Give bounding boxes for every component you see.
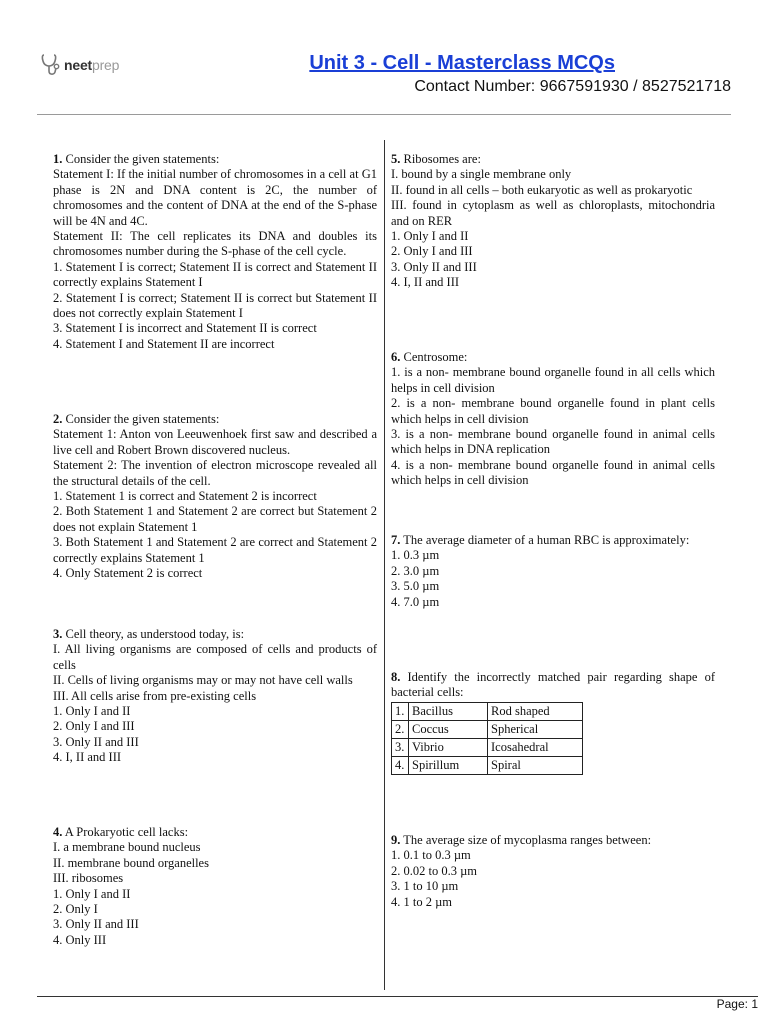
question-stem: Consider the given statements: <box>62 152 220 166</box>
statement-i: I. bound by a single membrane only <box>391 167 572 182</box>
stethoscope-icon <box>40 52 62 78</box>
question-2 <box>53 412 377 581</box>
option-1: 1. is a non- membrane bound organelle found in all cells which helps in cell division <box>391 365 715 395</box>
option-4: 4. 1 to 2 µm <box>391 894 453 909</box>
question-number: 6. <box>391 350 401 364</box>
logo-text: neetprep <box>64 57 120 73</box>
footer-divider <box>37 996 758 997</box>
statement-1: Statement 1: Anton von Leeuwenhoek first saw and described a live cell and Robert Brown discovered nucleus. <box>53 427 377 457</box>
option-1: 1. Only I and II <box>391 229 469 244</box>
bacterium-name: Bacillus <box>409 702 488 720</box>
statement-iii: III. ribosomes <box>53 871 124 886</box>
statement-2: Statement 2: The invention of electron microscope revealed all the structural details of the cell. <box>53 458 377 488</box>
bacterium-name: Vibrio <box>409 738 488 756</box>
header-divider <box>37 114 731 115</box>
question-5 <box>391 152 715 291</box>
table-row <box>392 738 583 756</box>
option-3: 3. is a non- membrane bound organelle found in animal cells which helps in DNA replication <box>391 427 715 457</box>
bacterium-shape: Icosahedral <box>488 738 583 756</box>
option-4: 4. is a non- membrane bound organelle found in animal cells which helps in cell division <box>391 457 715 488</box>
question-number: 5. <box>391 152 401 166</box>
option-2: 2. Only I and III <box>391 244 473 259</box>
question-stem: Ribosomes are: <box>400 152 481 166</box>
option-4: 4. Statement I and Statement II are incorrect <box>53 336 275 351</box>
option-4: 4. I, II and III <box>53 750 122 765</box>
bacterium-shape: Rod shaped <box>488 702 583 720</box>
option-1: 1. 0.3 µm <box>391 548 440 563</box>
option-3: 3. Statement I is incorrect and Statement II is correct <box>53 321 317 336</box>
row-number: 2. <box>392 720 409 738</box>
bacterium-name: Coccus <box>409 720 488 738</box>
option-1: 1. 0.1 to 0.3 µm <box>391 848 471 863</box>
option-2: 2. 3.0 µm <box>391 563 440 578</box>
statement-i: I. a membrane bound nucleus <box>53 840 201 855</box>
table-row <box>392 756 583 774</box>
page-title[interactable]: Unit 3 - Cell - Masterclass MCQs <box>309 52 615 74</box>
option-4: 4. I, II and III <box>391 275 460 290</box>
option-3: 3. Only II and III <box>53 917 139 932</box>
question-7 <box>391 533 715 610</box>
option-4: 4. Only Statement 2 is correct <box>53 566 203 581</box>
option-3: 3. Only II and III <box>53 734 139 749</box>
row-number: 3. <box>392 738 409 756</box>
column-divider <box>384 140 385 990</box>
option-3: 3. 5.0 µm <box>391 579 440 594</box>
question-number: 1. <box>53 152 63 166</box>
option-2: 2. Only I and III <box>53 719 135 734</box>
option-2: 2. 0.02 to 0.3 µm <box>391 863 478 878</box>
option-3: 3. 1 to 10 µm <box>391 879 459 894</box>
question-stem: Centrosome: <box>400 350 468 364</box>
question-4 <box>53 825 377 948</box>
question-6 <box>391 350 715 489</box>
statement-ii: II. Cells of living organisms may or may not have cell walls <box>53 673 353 688</box>
question-stem: Identify the incorrectly matched pair regarding shape of bacterial cells: <box>391 670 715 700</box>
question-number: 7. <box>391 533 401 547</box>
bacterium-shape: Spherical <box>488 720 583 738</box>
question-9 <box>391 833 715 910</box>
statement-2: Statement II: The cell replicates its DNA and doubles its chromosomes number during the S-phase of the cell cycle. <box>53 229 377 259</box>
question-1 <box>53 152 377 352</box>
statement-iii: III. found in cytoplasm as well as chloroplasts, mitochondria and on RER <box>391 198 715 228</box>
question-8 <box>391 670 715 775</box>
question-3 <box>53 627 377 766</box>
table-row <box>392 720 583 738</box>
statement-ii: II. membrane bound organelles <box>53 855 209 870</box>
row-number: 4. <box>392 756 409 774</box>
question-number: 3. <box>53 627 63 641</box>
bacterium-name: Spirillum <box>409 756 488 774</box>
option-3: 3. Only II and III <box>391 259 477 274</box>
page-number: Page: 1 <box>716 997 758 1011</box>
option-1: 1. Statement 1 is correct and Statement 2 is incorrect <box>53 489 317 504</box>
option-2: 2. Statement I is correct; Statement II is correct but Statement II does not correctly explain Statement I <box>53 290 377 321</box>
question-stem: A Prokaryotic cell lacks: <box>62 825 189 839</box>
statement-ii: II. found in all cells – both eukaryotic as well as prokaryotic <box>391 182 693 197</box>
option-1: 1. Only I and II <box>53 886 131 901</box>
option-1: 1. Only I and II <box>53 704 131 719</box>
contact-number: Contact Number: 9667591930 / 8527521718 <box>414 78 731 95</box>
question-number: 8. <box>391 670 401 684</box>
question-number: 9. <box>391 833 401 847</box>
option-2: 2. Only I <box>53 902 98 917</box>
question-stem: The average diameter of a human RBC is approximately: <box>400 533 690 547</box>
bacterium-shape: Spiral <box>488 756 583 774</box>
option-4: 4. Only III <box>53 932 107 947</box>
statement-i: I. All living organisms are composed of cells and products of cells <box>53 642 377 672</box>
statement-1: Statement I: If the initial number of chromosomes in a cell at G1 phase is 2N and DNA content is 2C, the number of chromosomes and the content of DNA at the end of the S-phase will be 4N and 4C. <box>53 167 377 228</box>
question-stem: The average size of mycoplasma ranges between: <box>400 833 652 847</box>
statement-iii: III. All cells arise from pre-existing cells <box>53 688 257 703</box>
question-number: 2. <box>53 412 63 426</box>
option-1: 1. Statement I is correct; Statement II is correct and Statement II correctly explains Statement I <box>53 259 377 290</box>
option-3: 3. Both Statement 1 and Statement 2 are correct and Statement 2 correctly explains Statement 1 <box>53 535 377 565</box>
option-4: 4. 7.0 µm <box>391 594 440 609</box>
row-number: 1. <box>392 702 409 720</box>
table-row <box>392 702 583 720</box>
neetprep-logo <box>40 50 119 80</box>
question-stem: Consider the given statements: <box>62 412 220 426</box>
option-2: 2. is a non- membrane bound organelle found in plant cells which helps in cell division <box>391 396 715 426</box>
question-number: 4. <box>53 825 63 839</box>
bacteria-shape-table <box>391 702 583 775</box>
question-stem: Cell theory, as understood today, is: <box>62 627 245 641</box>
option-2: 2. Both Statement 1 and Statement 2 are correct but Statement 2 does not explain Statement 1 <box>53 504 377 534</box>
